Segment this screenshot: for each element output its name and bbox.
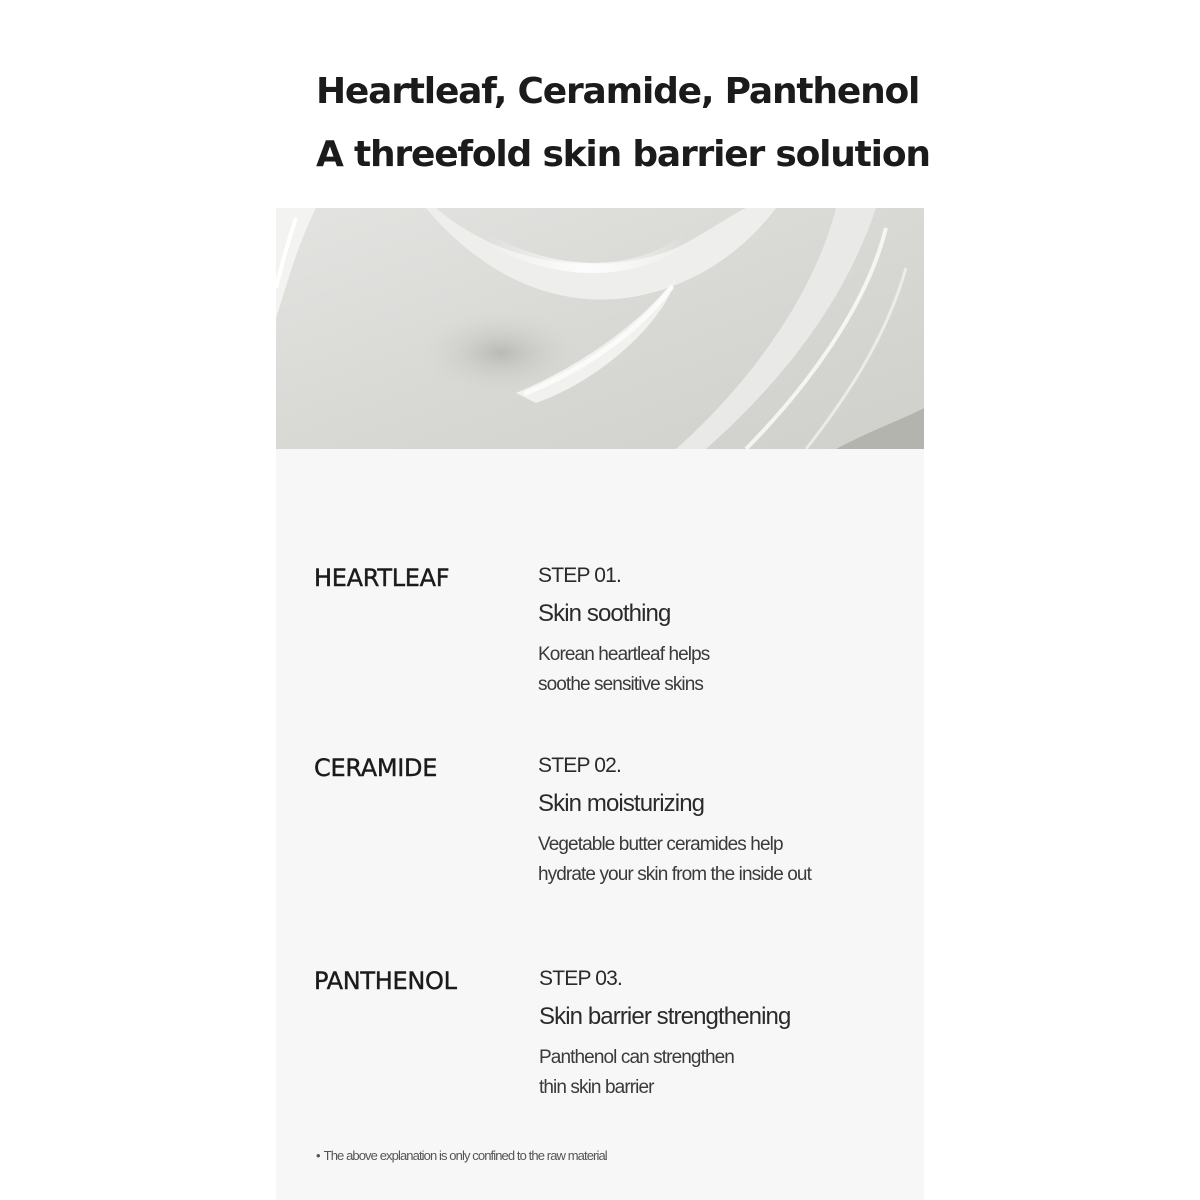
step-description-line: soothe sensitive skins	[538, 674, 704, 695]
step-block	[538, 564, 918, 700]
ingredient-name: PANTHENOL	[314, 967, 457, 995]
step-label: STEP 03.	[539, 967, 623, 990]
ingredient-info-panel	[276, 449, 924, 1200]
step-description-line: Korean heartleaf helps	[538, 644, 710, 665]
step-title: Skin barrier strengthening	[539, 1003, 791, 1030]
step-title: Skin soothing	[538, 600, 671, 627]
bullet-icon: •	[316, 1148, 320, 1163]
step-description-line: Panthenol can strengthen	[539, 1047, 734, 1068]
step-description-line: thin skin barrier	[539, 1077, 654, 1098]
cream-texture-image	[276, 208, 924, 449]
ingredient-name: CERAMIDE	[314, 754, 438, 782]
cream-swirl-graphic	[276, 208, 924, 449]
step-description	[538, 830, 918, 890]
headline-line-1: Heartleaf, Ceramide, Panthenol	[316, 71, 920, 112]
step-description	[538, 640, 918, 700]
step-label: STEP 01.	[538, 564, 622, 587]
disclaimer-note	[316, 1148, 607, 1163]
step-block	[538, 754, 918, 890]
step-description-line: Vegetable butter ceramides help	[538, 834, 783, 855]
ingredient-name: HEARTLEAF	[314, 564, 450, 592]
step-description	[539, 1043, 919, 1103]
disclaimer-text: The above explanation is only confined to the raw material	[323, 1148, 607, 1163]
step-label: STEP 02.	[538, 754, 622, 777]
step-description-line: hydrate your skin from the inside out	[538, 864, 811, 885]
headline-line-2: A threefold skin barrier solution	[316, 134, 930, 175]
step-block	[539, 967, 919, 1103]
headline	[316, 60, 930, 186]
step-title: Skin moisturizing	[538, 790, 705, 817]
